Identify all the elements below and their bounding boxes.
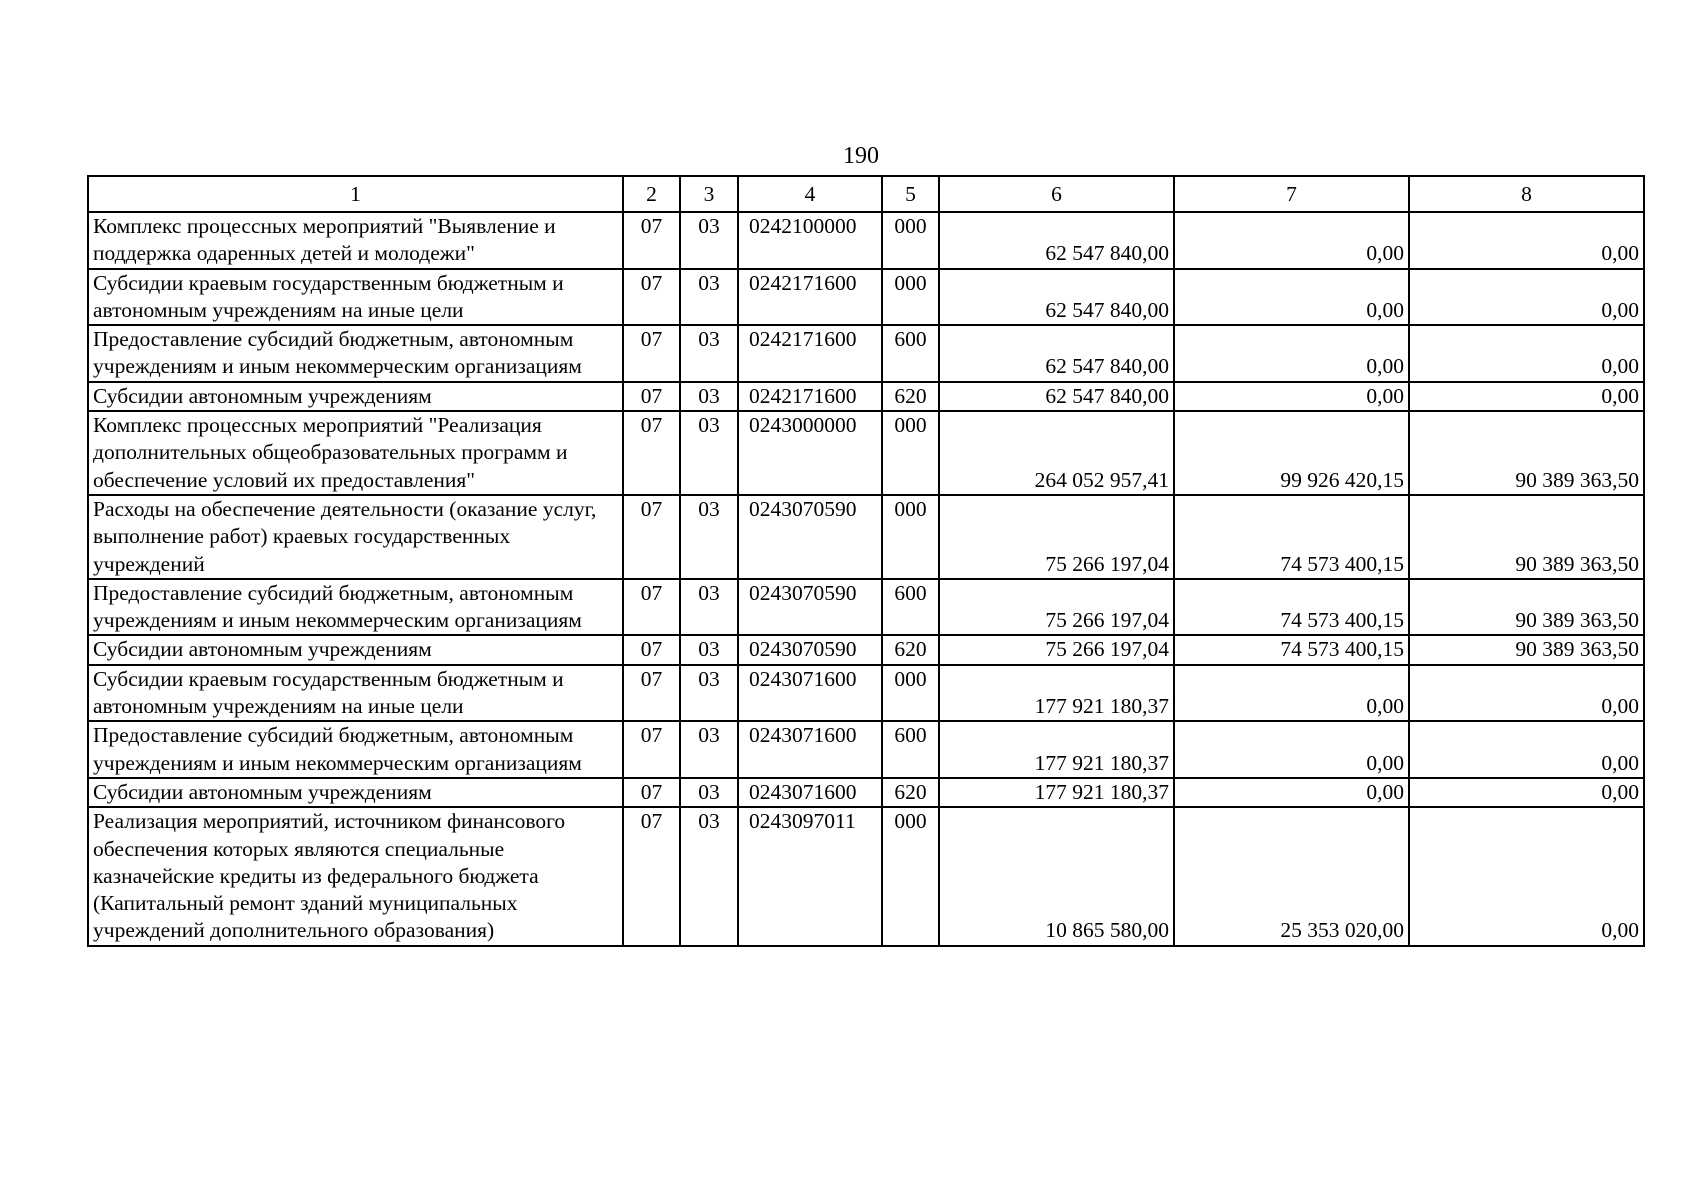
amount-col6-cell: 62 547 840,00 (939, 325, 1174, 382)
amount-col7-cell: 0,00 (1174, 382, 1409, 411)
amount-col8-cell: 0,00 (1409, 269, 1644, 326)
subsection-code-cell: 03 (680, 325, 738, 382)
expense-type-code-cell: 000 (882, 495, 939, 579)
amount-col8-cell: 0,00 (1409, 778, 1644, 807)
row-name-cell: Субсидии краевым государственным бюджетным и автономным учреждениям на иные цели (88, 269, 623, 326)
table-row (88, 382, 1644, 411)
amount-col6-cell: 75 266 197,04 (939, 579, 1174, 636)
amount-col6-cell: 75 266 197,04 (939, 635, 1174, 664)
subsection-code-cell: 03 (680, 807, 738, 945)
target-item-code-cell: 0242171600 (738, 269, 882, 326)
amount-col6-cell: 62 547 840,00 (939, 382, 1174, 411)
section-code-cell: 07 (623, 411, 680, 495)
expense-type-code-cell: 600 (882, 325, 939, 382)
amount-col6-cell: 177 921 180,37 (939, 665, 1174, 722)
row-name-cell: Предоставление субсидий бюджетным, автономным учреждениям и иным некоммерческим организациям (88, 579, 623, 636)
amount-col8-cell: 90 389 363,50 (1409, 495, 1644, 579)
section-code-cell: 07 (623, 579, 680, 636)
target-item-code-cell: 0243000000 (738, 411, 882, 495)
amount-col8-cell: 0,00 (1409, 325, 1644, 382)
row-name-cell: Комплекс процессных мероприятий "Выявление и поддержка одаренных детей и молодежи" (88, 212, 623, 269)
table-row (88, 778, 1644, 807)
target-item-code-cell: 0243071600 (738, 665, 882, 722)
amount-col7-cell: 25 353 020,00 (1174, 807, 1409, 945)
budget-table (87, 175, 1645, 947)
amount-col8-cell: 90 389 363,50 (1409, 635, 1644, 664)
amount-col7-cell: 0,00 (1174, 721, 1409, 778)
amount-col7-cell: 0,00 (1174, 778, 1409, 807)
table-row (88, 325, 1644, 382)
target-item-code-cell: 0242171600 (738, 382, 882, 411)
row-name-cell: Предоставление субсидий бюджетным, автономным учреждениям и иным некоммерческим организациям (88, 721, 623, 778)
column-header: 5 (882, 176, 939, 212)
amount-col7-cell: 0,00 (1174, 269, 1409, 326)
table-row (88, 579, 1644, 636)
row-name-cell: Субсидии автономным учреждениям (88, 778, 623, 807)
section-code-cell: 07 (623, 382, 680, 411)
target-item-code-cell: 0243070590 (738, 495, 882, 579)
section-code-cell: 07 (623, 807, 680, 945)
expense-type-code-cell: 000 (882, 665, 939, 722)
subsection-code-cell: 03 (680, 665, 738, 722)
target-item-code-cell: 0242171600 (738, 325, 882, 382)
column-header: 2 (623, 176, 680, 212)
target-item-code-cell: 0243070590 (738, 635, 882, 664)
subsection-code-cell: 03 (680, 212, 738, 269)
table-row (88, 212, 1644, 269)
subsection-code-cell: 03 (680, 721, 738, 778)
amount-col6-cell: 10 865 580,00 (939, 807, 1174, 945)
target-item-code-cell: 0243070590 (738, 579, 882, 636)
table-row (88, 807, 1644, 945)
row-name-cell: Субсидии автономным учреждениям (88, 635, 623, 664)
expense-type-code-cell: 000 (882, 212, 939, 269)
section-code-cell: 07 (623, 635, 680, 664)
subsection-code-cell: 03 (680, 411, 738, 495)
section-code-cell: 07 (623, 269, 680, 326)
section-code-cell: 07 (623, 721, 680, 778)
amount-col6-cell: 177 921 180,37 (939, 721, 1174, 778)
amount-col8-cell: 0,00 (1409, 721, 1644, 778)
column-header: 1 (88, 176, 623, 212)
row-name-cell: Расходы на обеспечение деятельности (оказание услуг, выполнение работ) краевых государственных учреждений (88, 495, 623, 579)
expense-type-code-cell: 620 (882, 382, 939, 411)
table-body (88, 176, 1644, 946)
amount-col7-cell: 99 926 420,15 (1174, 411, 1409, 495)
page-number: 190 (843, 143, 879, 169)
subsection-code-cell: 03 (680, 579, 738, 636)
target-item-code-cell: 0243071600 (738, 721, 882, 778)
table-row (88, 411, 1644, 495)
row-name-cell: Субсидии краевым государственным бюджетным и автономным учреждениям на иные цели (88, 665, 623, 722)
expense-type-code-cell: 000 (882, 269, 939, 326)
amount-col8-cell: 0,00 (1409, 212, 1644, 269)
column-header: 8 (1409, 176, 1644, 212)
amount-col8-cell: 90 389 363,50 (1409, 411, 1644, 495)
expense-type-code-cell: 620 (882, 778, 939, 807)
column-header: 3 (680, 176, 738, 212)
target-item-code-cell: 0242100000 (738, 212, 882, 269)
table-row (88, 721, 1644, 778)
amount-col7-cell: 74 573 400,15 (1174, 495, 1409, 579)
row-name-cell: Субсидии автономным учреждениям (88, 382, 623, 411)
amount-col7-cell: 74 573 400,15 (1174, 635, 1409, 664)
column-header: 7 (1174, 176, 1409, 212)
amount-col7-cell: 74 573 400,15 (1174, 579, 1409, 636)
amount-col6-cell: 75 266 197,04 (939, 495, 1174, 579)
amount-col7-cell: 0,00 (1174, 212, 1409, 269)
expense-type-code-cell: 620 (882, 635, 939, 664)
section-code-cell: 07 (623, 665, 680, 722)
section-code-cell: 07 (623, 778, 680, 807)
subsection-code-cell: 03 (680, 635, 738, 664)
amount-col7-cell: 0,00 (1174, 325, 1409, 382)
section-code-cell: 07 (623, 212, 680, 269)
table-row (88, 635, 1644, 664)
row-name-cell: Реализация мероприятий, источником финансового обеспечения которых являются специальные казначейские кредиты из федерального бюджета (Капитальный ремонт зданий муниципальных учреждений дополнительного образования) (88, 807, 623, 945)
subsection-code-cell: 03 (680, 778, 738, 807)
table-header-row (88, 176, 1644, 212)
row-name-cell: Предоставление субсидий бюджетным, автономным учреждениям и иным некоммерческим организациям (88, 325, 623, 382)
amount-col8-cell: 90 389 363,50 (1409, 579, 1644, 636)
amount-col6-cell: 264 052 957,41 (939, 411, 1174, 495)
target-item-code-cell: 0243071600 (738, 778, 882, 807)
amount-col8-cell: 0,00 (1409, 807, 1644, 945)
table-row (88, 269, 1644, 326)
subsection-code-cell: 03 (680, 495, 738, 579)
amount-col6-cell: 177 921 180,37 (939, 778, 1174, 807)
section-code-cell: 07 (623, 325, 680, 382)
table-row (88, 665, 1644, 722)
amount-col6-cell: 62 547 840,00 (939, 212, 1174, 269)
table-row (88, 495, 1644, 579)
subsection-code-cell: 03 (680, 269, 738, 326)
section-code-cell: 07 (623, 495, 680, 579)
column-header: 4 (738, 176, 882, 212)
amount-col8-cell: 0,00 (1409, 382, 1644, 411)
target-item-code-cell: 0243097011 (738, 807, 882, 945)
expense-type-code-cell: 000 (882, 411, 939, 495)
amount-col7-cell: 0,00 (1174, 665, 1409, 722)
subsection-code-cell: 03 (680, 382, 738, 411)
amount-col6-cell: 62 547 840,00 (939, 269, 1174, 326)
column-header: 6 (939, 176, 1174, 212)
expense-type-code-cell: 600 (882, 579, 939, 636)
amount-col8-cell: 0,00 (1409, 665, 1644, 722)
row-name-cell: Комплекс процессных мероприятий "Реализация дополнительных общеобразовательных программ и обеспечение условий их предоставления" (88, 411, 623, 495)
expense-type-code-cell: 000 (882, 807, 939, 945)
expense-type-code-cell: 600 (882, 721, 939, 778)
